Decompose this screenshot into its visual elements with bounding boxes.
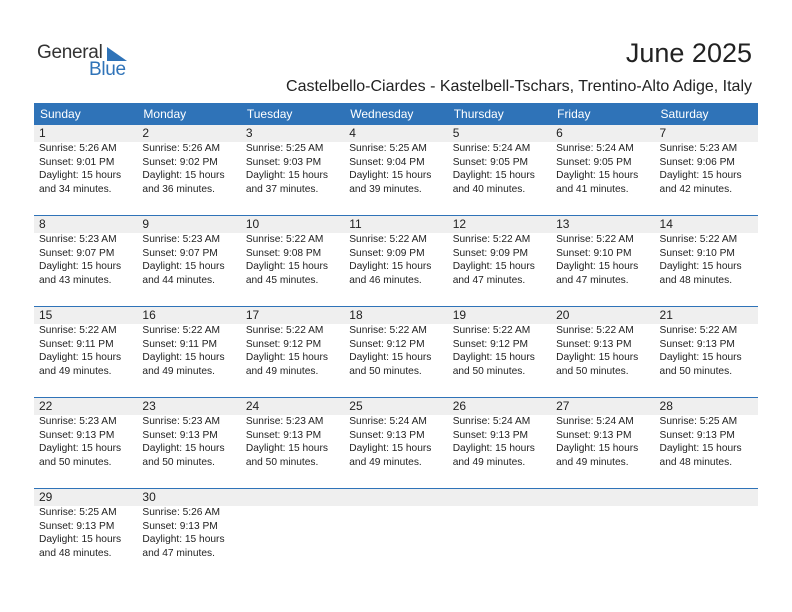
day-cell (34, 216, 137, 306)
daylight-text: Daylight: 15 hours (349, 443, 432, 455)
logo-text-general: General (37, 42, 103, 63)
day-number: 13 (556, 217, 570, 231)
daylight-text: Daylight: 15 hours (39, 170, 122, 182)
day-cell (344, 125, 447, 215)
daylight-minutes-text: and 36 minutes. (142, 183, 215, 195)
week-day-row (34, 489, 758, 579)
generalblue-logo (37, 42, 137, 82)
day-cell (655, 307, 758, 397)
week-day-row (34, 125, 758, 215)
daylight-minutes-text: and 47 minutes. (142, 547, 215, 559)
empty-day-cell (241, 489, 344, 579)
day-cell (551, 398, 654, 488)
daylight-minutes-text: and 49 minutes. (142, 365, 215, 377)
daylight-minutes-text: and 49 minutes. (39, 365, 112, 377)
sunset-text: Sunset: 9:13 PM (556, 338, 632, 350)
sunrise-text: Sunrise: 5:25 AM (39, 507, 117, 518)
day-cell (655, 216, 758, 306)
daylight-minutes-text: and 50 minutes. (659, 365, 733, 377)
day-cell (137, 489, 240, 579)
sunset-text: Sunset: 9:13 PM (452, 429, 529, 441)
day-cell (448, 307, 551, 397)
day-cell (241, 398, 344, 488)
sunrise-text: Sunrise: 5:24 AM (349, 416, 427, 427)
daylight-text: Daylight: 15 hours (659, 170, 742, 182)
sunrise-text: Sunrise: 5:22 AM (452, 325, 531, 336)
day-number: 22 (39, 399, 53, 413)
sunset-text: Sunset: 9:04 PM (349, 156, 425, 168)
empty-day-cell (344, 489, 447, 579)
sunrise-text: Sunrise: 5:26 AM (142, 507, 221, 518)
sunset-text: Sunset: 9:11 PM (142, 338, 217, 350)
sunset-text: Sunset: 9:13 PM (142, 520, 218, 532)
daylight-minutes-text: and 42 minutes. (659, 183, 733, 195)
daylight-minutes-text: and 46 minutes. (349, 274, 422, 286)
day-cell (137, 216, 240, 306)
weekday-header-monday: Monday (143, 107, 187, 121)
weekday-header-wednesday: Wednesday (350, 107, 414, 121)
daylight-text: Daylight: 15 hours (142, 261, 225, 273)
weekday-header-thursday: Thursday (453, 107, 504, 121)
day-cell (137, 398, 240, 488)
sunrise-text: Sunrise: 5:24 AM (452, 416, 531, 427)
day-number: 11 (349, 217, 362, 231)
daylight-text: Daylight: 15 hours (39, 534, 122, 546)
day-cell (551, 216, 654, 306)
sunset-text: Sunset: 9:08 PM (245, 247, 322, 259)
sunset-text: Sunset: 9:12 PM (245, 338, 322, 350)
daylight-minutes-text: and 50 minutes. (556, 365, 629, 377)
daylight-minutes-text: and 50 minutes. (142, 456, 215, 468)
daylight-text: Daylight: 15 hours (39, 261, 122, 273)
sunrise-text: Sunrise: 5:22 AM (556, 234, 634, 245)
week-day-row (34, 307, 758, 397)
day-cell (241, 216, 344, 306)
sunrise-text: Sunrise: 5:22 AM (452, 234, 531, 245)
daylight-minutes-text: and 50 minutes. (349, 365, 422, 377)
daylight-text: Daylight: 15 hours (245, 261, 328, 273)
daylight-text: Daylight: 15 hours (556, 170, 639, 182)
calendar-week (34, 215, 758, 306)
daylight-text: Daylight: 15 hours (659, 443, 742, 455)
daylight-minutes-text: and 50 minutes. (39, 456, 112, 468)
day-number: 28 (659, 399, 673, 413)
page-title: June 2025 (625, 38, 752, 68)
sunrise-text: Sunrise: 5:22 AM (142, 325, 221, 336)
daylight-text: Daylight: 15 hours (349, 352, 432, 364)
daylight-minutes-text: and 44 minutes. (142, 274, 215, 286)
day-cell (34, 125, 137, 215)
day-cell (241, 307, 344, 397)
sunrise-text: Sunrise: 5:22 AM (245, 325, 324, 336)
calendar-weeks (34, 125, 758, 579)
sunrise-text: Sunrise: 5:22 AM (39, 325, 117, 336)
sunrise-text: Sunrise: 5:23 AM (39, 416, 117, 427)
weekday-header-tuesday: Tuesday (246, 107, 293, 121)
day-number: 19 (452, 308, 467, 322)
daylight-minutes-text: and 49 minutes. (245, 365, 319, 377)
weekday-header-friday: Friday (557, 107, 591, 121)
daylight-minutes-text: and 47 minutes. (452, 274, 526, 286)
day-number: 25 (349, 399, 363, 413)
daylight-minutes-text: and 47 minutes. (556, 274, 629, 286)
month-calendar (34, 103, 758, 579)
sunrise-text: Sunrise: 5:26 AM (142, 143, 221, 154)
daylight-text: Daylight: 15 hours (245, 170, 328, 182)
day-number: 3 (245, 126, 253, 140)
sunset-text: Sunset: 9:06 PM (659, 156, 735, 168)
daylight-text: Daylight: 15 hours (349, 170, 432, 182)
sunset-text: Sunset: 9:01 PM (39, 156, 115, 168)
day-number: 9 (142, 217, 150, 231)
weekday-header-saturday: Saturday (660, 107, 709, 121)
day-number: 29 (39, 490, 53, 504)
daylight-text: Daylight: 15 hours (452, 170, 535, 182)
weekday-header-row (34, 103, 758, 125)
daylight-minutes-text: and 49 minutes. (452, 456, 526, 468)
sunrise-text: Sunrise: 5:26 AM (39, 143, 117, 154)
daylight-text: Daylight: 15 hours (245, 352, 328, 364)
sunrise-text: Sunrise: 5:25 AM (659, 416, 738, 427)
day-number: 10 (245, 217, 260, 231)
daylight-minutes-text: and 48 minutes. (659, 456, 733, 468)
week-day-row (34, 398, 758, 488)
day-cell (344, 216, 447, 306)
calendar-week (34, 397, 758, 488)
sunrise-text: Sunrise: 5:22 AM (349, 325, 427, 336)
day-number: 5 (452, 126, 460, 140)
sunset-text: Sunset: 9:12 PM (349, 338, 425, 350)
sunset-text: Sunset: 9:13 PM (556, 429, 632, 441)
daylight-text: Daylight: 15 hours (142, 352, 225, 364)
daylight-text: Daylight: 15 hours (659, 352, 742, 364)
sunrise-text: Sunrise: 5:22 AM (245, 234, 324, 245)
daylight-text: Daylight: 15 hours (556, 443, 639, 455)
sunrise-text: Sunrise: 5:25 AM (245, 143, 324, 154)
day-cell (551, 125, 654, 215)
sunset-text: Sunset: 9:11 PM (39, 338, 114, 350)
day-cell (241, 125, 344, 215)
daylight-minutes-text: and 45 minutes. (245, 274, 319, 286)
sunrise-text: Sunrise: 5:23 AM (245, 416, 324, 427)
day-number: 2 (142, 126, 150, 140)
day-number: 18 (349, 308, 363, 322)
daylight-text: Daylight: 15 hours (39, 443, 122, 455)
daylight-text: Daylight: 15 hours (452, 352, 535, 364)
day-number: 16 (142, 308, 156, 322)
day-number: 30 (142, 490, 156, 504)
daylight-text: Daylight: 15 hours (142, 443, 225, 455)
daylight-minutes-text: and 43 minutes. (39, 274, 112, 286)
daylight-minutes-text: and 49 minutes. (349, 456, 422, 468)
sunset-text: Sunset: 9:13 PM (39, 520, 115, 532)
daylight-text: Daylight: 15 hours (142, 534, 225, 546)
day-number: 24 (245, 399, 260, 413)
sunrise-text: Sunrise: 5:23 AM (659, 143, 738, 154)
sunset-text: Sunset: 9:10 PM (556, 247, 632, 259)
daylight-text: Daylight: 15 hours (452, 443, 535, 455)
sunset-text: Sunset: 9:13 PM (245, 429, 322, 441)
daylight-minutes-text: and 39 minutes. (349, 183, 422, 195)
sunset-text: Sunset: 9:13 PM (142, 429, 218, 441)
sunrise-text: Sunrise: 5:24 AM (556, 416, 634, 427)
sunrise-text: Sunrise: 5:23 AM (142, 234, 221, 245)
logo-text-blue: Blue (89, 59, 126, 80)
daylight-minutes-text: and 37 minutes. (245, 183, 319, 195)
daylight-text: Daylight: 15 hours (349, 261, 432, 273)
empty-day-cell (448, 489, 551, 579)
daylight-text: Daylight: 15 hours (452, 261, 535, 273)
day-number: 8 (39, 217, 46, 231)
day-number: 6 (556, 126, 563, 140)
day-number: 1 (39, 126, 46, 140)
daylight-minutes-text: and 49 minutes. (556, 456, 629, 468)
sunset-text: Sunset: 9:13 PM (349, 429, 425, 441)
sunset-text: Sunset: 9:13 PM (39, 429, 115, 441)
sunset-text: Sunset: 9:09 PM (349, 247, 425, 259)
location-subtitle: Castelbello-Ciardes - Kastelbell-Tschars, Trentino-Alto Adige, Italy (286, 78, 752, 95)
sunrise-text: Sunrise: 5:24 AM (452, 143, 531, 154)
day-cell (344, 307, 447, 397)
sunset-text: Sunset: 9:05 PM (556, 156, 632, 168)
sunrise-text: Sunrise: 5:23 AM (39, 234, 117, 245)
sunrise-text: Sunrise: 5:25 AM (349, 143, 427, 154)
day-number: 20 (556, 308, 570, 322)
calendar-week (34, 125, 758, 215)
sunset-text: Sunset: 9:09 PM (452, 247, 529, 259)
calendar-week (34, 306, 758, 397)
daylight-text: Daylight: 15 hours (556, 261, 639, 273)
day-number: 17 (245, 308, 260, 322)
sunset-text: Sunset: 9:10 PM (659, 247, 735, 259)
daylight-minutes-text: and 40 minutes. (452, 183, 526, 195)
day-cell (448, 398, 551, 488)
day-number: 7 (659, 126, 667, 140)
daylight-minutes-text: and 50 minutes. (452, 365, 526, 377)
daylight-text: Daylight: 15 hours (142, 170, 225, 182)
day-cell (34, 307, 137, 397)
day-number: 27 (556, 399, 570, 413)
day-cell (137, 125, 240, 215)
daylight-minutes-text: and 50 minutes. (245, 456, 319, 468)
sunrise-text: Sunrise: 5:22 AM (556, 325, 634, 336)
day-number: 14 (659, 217, 673, 231)
day-cell (655, 125, 758, 215)
day-number: 21 (659, 308, 673, 322)
sunset-text: Sunset: 9:12 PM (452, 338, 529, 350)
sunset-text: Sunset: 9:05 PM (452, 156, 529, 168)
daylight-text: Daylight: 15 hours (39, 352, 122, 364)
sunrise-text: Sunrise: 5:22 AM (659, 234, 738, 245)
daylight-minutes-text: and 48 minutes. (39, 547, 112, 559)
daylight-minutes-text: and 34 minutes. (39, 183, 112, 195)
day-number: 15 (39, 308, 53, 322)
day-cell (137, 307, 240, 397)
sunrise-text: Sunrise: 5:22 AM (349, 234, 427, 245)
sunset-text: Sunset: 9:03 PM (245, 156, 322, 168)
sunset-text: Sunset: 9:07 PM (39, 247, 115, 259)
day-cell (448, 216, 551, 306)
sunrise-text: Sunrise: 5:22 AM (659, 325, 738, 336)
empty-day-cell (551, 489, 654, 579)
week-day-row (34, 216, 758, 306)
sunset-text: Sunset: 9:13 PM (659, 429, 735, 441)
sunset-text: Sunset: 9:02 PM (142, 156, 218, 168)
calendar-week (34, 488, 758, 579)
day-cell (344, 398, 447, 488)
day-cell (655, 398, 758, 488)
day-number: 12 (452, 217, 467, 231)
daylight-minutes-text: and 48 minutes. (659, 274, 733, 286)
day-cell (34, 489, 137, 579)
day-number: 26 (452, 399, 467, 413)
sunset-text: Sunset: 9:07 PM (142, 247, 218, 259)
sunset-text: Sunset: 9:13 PM (659, 338, 735, 350)
day-number: 23 (142, 399, 156, 413)
daylight-minutes-text: and 41 minutes. (556, 183, 629, 195)
weekday-header-sunday: Sunday (40, 107, 81, 121)
empty-day-cell (655, 489, 758, 579)
daylight-text: Daylight: 15 hours (245, 443, 328, 455)
day-cell (34, 398, 137, 488)
day-cell (448, 125, 551, 215)
daylight-text: Daylight: 15 hours (659, 261, 742, 273)
day-cell (551, 307, 654, 397)
day-number: 4 (349, 126, 356, 140)
sunrise-text: Sunrise: 5:24 AM (556, 143, 634, 154)
daylight-text: Daylight: 15 hours (556, 352, 639, 364)
sunrise-text: Sunrise: 5:23 AM (142, 416, 221, 427)
